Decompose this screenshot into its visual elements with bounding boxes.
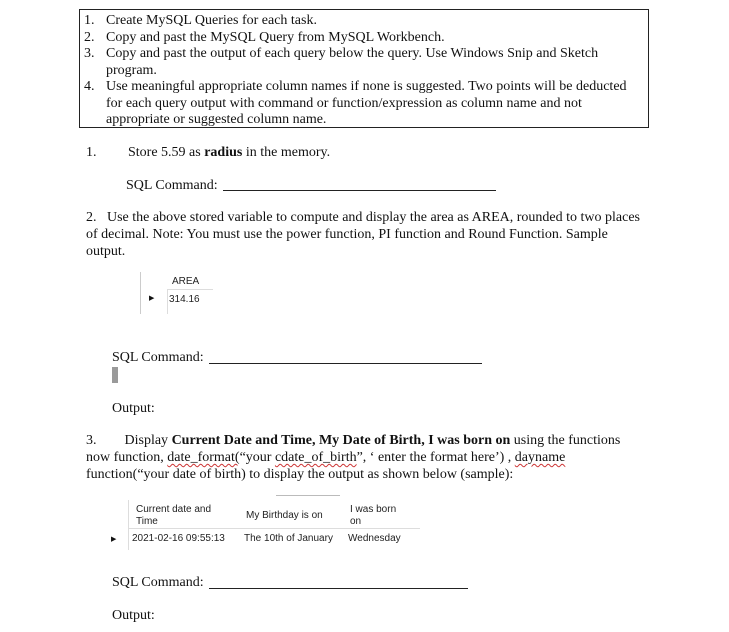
q2-sql-label: SQL Command: — [112, 350, 204, 365]
q3-sql-label: SQL Command: — [112, 575, 204, 590]
q3-output-label: Output: — [112, 608, 155, 623]
table-divider — [167, 289, 213, 290]
row-pointer-icon: ▶ — [149, 295, 155, 302]
question-1-text: Store 5.59 as radius in the memory. — [128, 145, 331, 160]
instructions-box — [79, 9, 649, 128]
question-3-line-1: 3. Display Current Date and Time, My Date of Birth, I was born on using the functions — [86, 433, 621, 448]
instruction-item: 2. Copy and past the MySQL Query from MySQL Workbench. — [84, 29, 445, 45]
question-3-line-2: now function, date_format(“your cdate_of_birth”, ‘ enter the format here’) , dayname — [86, 450, 566, 465]
table-cell: 2021-02-16 09:55:13 — [132, 533, 225, 544]
area-column-header: AREA — [172, 276, 200, 287]
q2-output-label: Output: — [112, 401, 155, 416]
instruction-item: 3. Copy and past the output of each query below the query. Use Windows Snip and Sketch program. — [84, 46, 599, 78]
q3-sql-answer-line[interactable] — [209, 588, 468, 589]
table-cell: The 10th of January — [244, 533, 333, 544]
table-divider — [167, 290, 168, 314]
row-pointer-icon: ▶ — [111, 536, 117, 543]
question-3-line-3: function(“your date of birth) to display the output as shown below (sample): — [86, 467, 514, 482]
q1-sql-answer-line[interactable] — [223, 190, 496, 191]
birthday-sample-table — [108, 500, 420, 550]
instruction-item: 4. Use meaningful appropriate column names if none is suggested. Two points will be deducted for each query output with command or function/expression as column name and not appropriate or suggested column name. — [84, 79, 627, 127]
question-1-number: 1. — [86, 145, 97, 160]
table-header-cell: Current date and Time — [136, 504, 212, 527]
text-cursor-marker — [112, 367, 118, 383]
area-sample-table — [140, 272, 213, 314]
table-divider — [128, 528, 420, 529]
table-header-cell: My Birthday is on — [246, 510, 323, 521]
area-value-cell: 314.16 — [169, 294, 200, 305]
table-header-cell: I was born on — [350, 504, 397, 527]
table-cell: Wednesday — [348, 533, 401, 544]
faint-divider — [276, 495, 340, 496]
question-2-text: 2. Use the above stored variable to compute and display the area as AREA, rounded to two places of decimal. Note: You must use the power function, PI function and Round Function. Sample output. — [86, 210, 641, 259]
q1-sql-label: SQL Command: — [126, 178, 218, 193]
instruction-item: 1. Create MySQL Queries for each task. — [84, 13, 317, 28]
table-divider — [128, 500, 129, 550]
q2-sql-answer-line[interactable] — [209, 363, 482, 364]
